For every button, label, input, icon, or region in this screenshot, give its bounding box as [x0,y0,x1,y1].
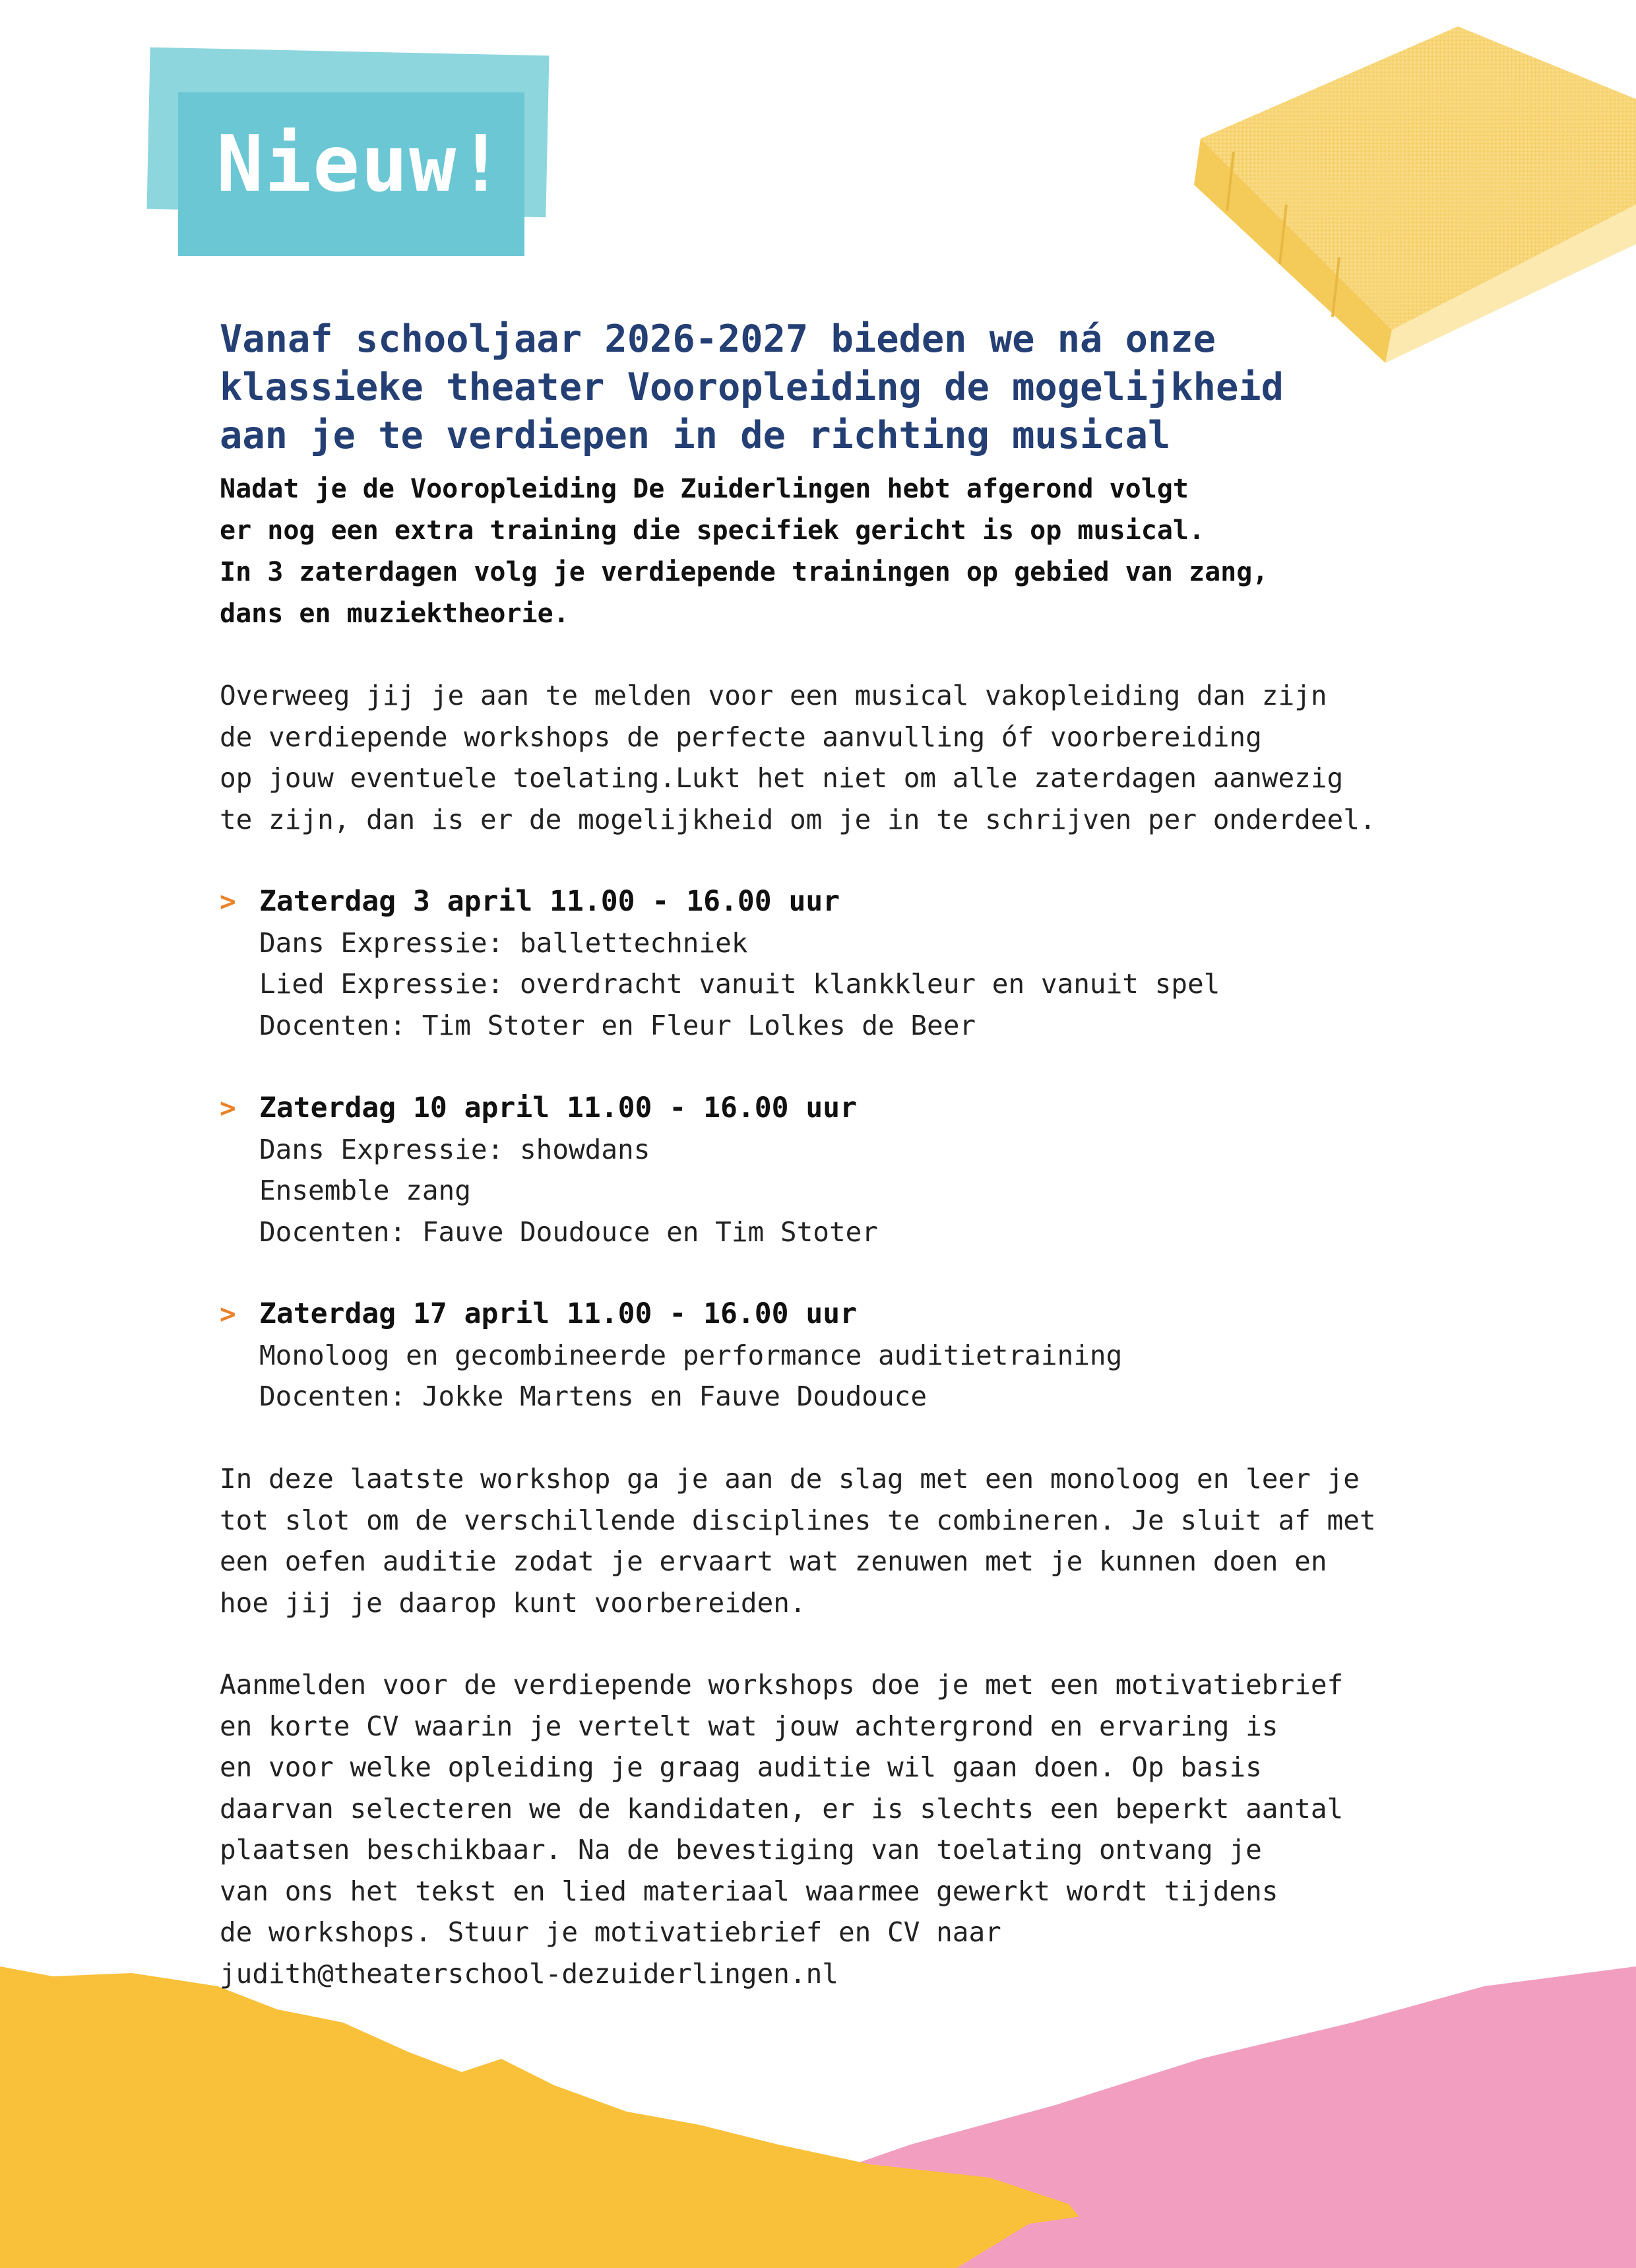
arrow-marker-icon: > [220,1092,236,1124]
paragraph-line: Aanmelden voor de verdiepende workshops doe je met een motivatiebrief [220,1669,1344,1701]
email-link[interactable]: judith@theaterschool-dezuiderlingen.nl [220,1957,838,1990]
session-item: Docenten: Jokke Martens en Fauve Doudouce [259,1380,928,1412]
paragraph-line: hoe jij je daarop kunt voorbereiden. [220,1586,806,1619]
session-items [259,1335,1122,1417]
lead-line: dans en muziektheorie. [220,599,569,629]
paragraph-line: tot slot om de verschillende disciplines te combineren. Je sluit af met [220,1504,1376,1536]
session-item: Lied Expressie: overdracht vanuit klankkleur en vanuit spel [259,968,1220,1000]
session-items [259,923,1220,1047]
lead-text [220,469,1473,635]
intro-line: aan je te verdiepen in de richting musical [220,414,1171,457]
session-item: Docenten: Fauve Doudouce en Tim Stoter [259,1215,878,1248]
paragraph-line: te zijn, dan is er de mogelijkheid om je in te schrijven per onderdeel. [220,803,1376,835]
intro-heading [220,315,1473,460]
session-item: Dans Expressie: ballettechniek [259,926,748,959]
session-title: Zaterdag 3 april 11.00 - 16.00 uur [259,885,840,918]
torn-paper-decoration [0,1947,1636,2268]
session-item: Docenten: Tim Stoter en Fleur Lolkes de Beer [259,1009,976,1041]
session-item: Ensemble zang [259,1175,471,1206]
session-item: Dans Expressie: showdans [259,1133,650,1165]
paragraph-line: Overweeg jij je aan te melden voor een musical vakopleiding dan zijn [220,680,1327,711]
session-title: Zaterdag 10 april 11.00 - 16.00 uur [259,1091,858,1124]
paragraph-line: en voor welke opleiding je graag auditie wil gaan doen. Op basis [220,1751,1262,1783]
paragraph-line: een oefen auditie zodat je ervaart wat zenuwen met je kunnen doen en [220,1545,1327,1577]
paragraph-intro [220,675,1506,840]
paragraph-line: daarvan selecteren we de kandidaten, er is slechts een beperkt aantal [220,1792,1344,1825]
intro-line: Vanaf schooljaar 2026-2027 bieden we ná onze [220,317,1216,361]
session-items [259,1129,878,1253]
paragraph-line: plaatsen beschikbaar. Na de bevestiging van toelating ontvang je [220,1834,1262,1865]
session-item: Monoloog en gecombineerde performance auditietraining [259,1339,1123,1371]
paragraph-final-workshop [220,1458,1506,1623]
arrow-marker-icon: > [220,1298,236,1330]
lead-line: Nadat je de Vooropleiding De Zuiderlingen hebt afgerond volgt [220,474,1189,504]
paragraph-line: van ons het tekst en lied materiaal waarmee gewerkt wordt tijdens [220,1875,1278,1907]
paragraph-line: de workshops. Stuur je motivatiebrief en CV naar [220,1916,1001,1948]
intro-line: klassieke theater Vooropleiding de mogelijkheid [220,366,1284,409]
paragraph-line: en korte CV waarin je vertelt wat jouw achtergrond en ervaring is [220,1710,1278,1742]
lead-line: In 3 zaterdagen volg je verdiepende trainingen op gebied van zang, [220,557,1269,587]
paragraph-line: In deze laatste workshop ga je aan de slag met een monoloog en leer je [220,1463,1360,1495]
paragraph-line: de verdiepende workshops de perfecte aanvulling óf voorbereiding [220,721,1262,753]
session-title: Zaterdag 17 april 11.00 - 16.00 uur [259,1297,858,1330]
badge-label: Nieuw! [216,118,506,209]
paragraph-registration [220,1664,1506,1994]
lead-line: er nog een extra training die specifiek gericht is op musical. [220,515,1205,546]
arrow-marker-icon: > [220,886,236,917]
paragraph-line: op jouw eventuele toelating.Lukt het niet om alle zaterdagen aanwezig [220,762,1344,794]
